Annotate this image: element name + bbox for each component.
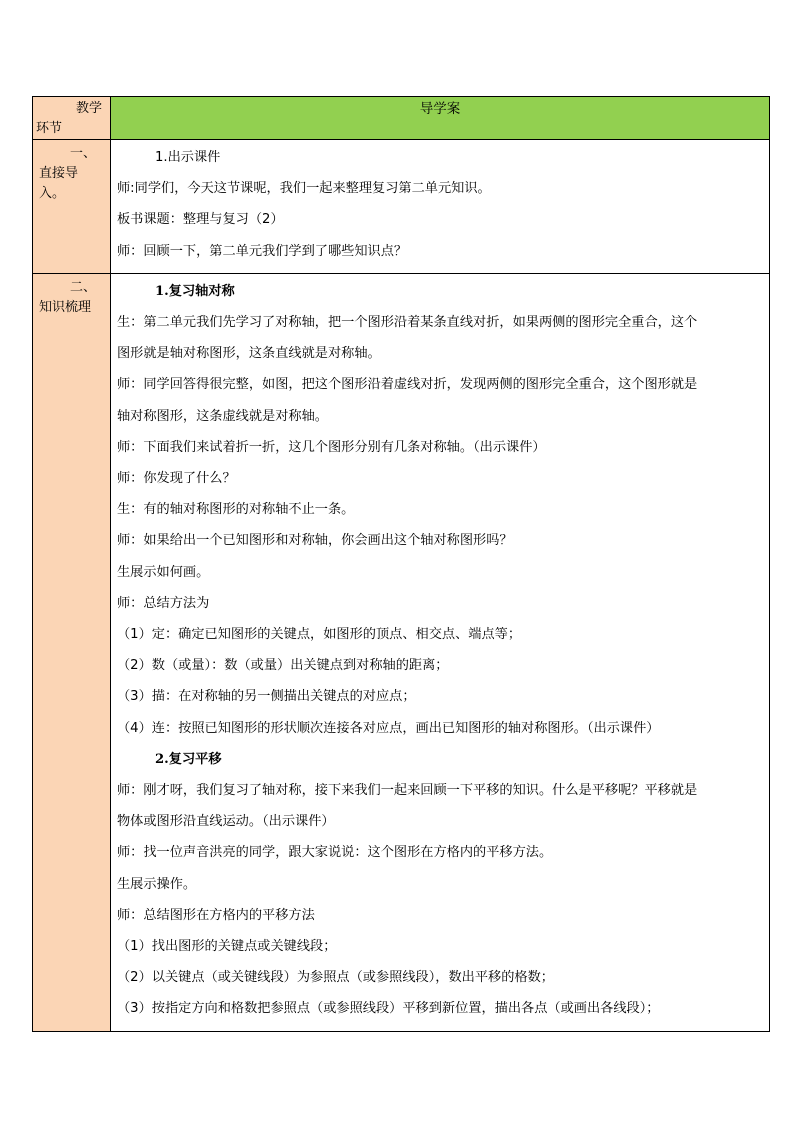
section-content-cell bbox=[111, 140, 770, 274]
content-line: 师:同学们，今天这节课呢，我们一起来整理复习第二单元知识。 bbox=[117, 181, 491, 197]
content-line: 师：下面我们来试着折一折，这几个图形分别有几条对称轴。（出示课件） bbox=[117, 439, 546, 455]
content-line: 生展示操作。 bbox=[117, 876, 197, 892]
content-line: 生展示如何画。 bbox=[117, 564, 210, 580]
content-line: 师：如果给出一个已知图形和对称轴，你会画出这个轴对称图形吗？ bbox=[117, 533, 513, 549]
content-line: 师：回顾一下，第二单元我们学到了哪些知识点？ bbox=[117, 243, 408, 259]
section-number: 二、 bbox=[69, 279, 96, 295]
content-line: 师：找一位声音洪亮的同学，跟大家说说：这个图形在方格内的平移方法。 bbox=[117, 845, 553, 861]
content-line: 师：同学回答得很完整，如图，把这个图形沿着虚线对折，发现两侧的图形完全重合，这个图形就是 bbox=[117, 377, 698, 393]
content-line: 师：总结方法为 bbox=[117, 595, 210, 611]
lesson-plan-table bbox=[32, 96, 770, 1032]
section-title-cell bbox=[33, 273, 111, 1031]
content-line: 图形就是轴对称图形，这条直线就是对称轴。 bbox=[117, 346, 381, 362]
content-line: （1）找出图形的关键点或关键线段； bbox=[117, 939, 337, 955]
content-line: 师：你发现了什么？ bbox=[117, 471, 236, 487]
content-line: 生：有的轴对称图形的对称轴不止一条。 bbox=[117, 502, 355, 518]
content-line: 物体或图形沿直线运动。（出示课件） bbox=[117, 814, 335, 830]
content-line: （4）连：按照已知图形的形状顺次连接各对应点，画出已知图形的轴对称图形。（出示课件） bbox=[117, 720, 660, 736]
content-line: （1）定：确定已知图形的关键点，如图形的顶点、相交点、端点等； bbox=[117, 627, 522, 643]
section-number: 一、 bbox=[69, 146, 96, 161]
header-teaching-stage-cell bbox=[33, 97, 111, 140]
content-line: 师：总结图形在方格内的平移方法 bbox=[117, 907, 315, 923]
content-line: 轴对称图形，这条虚线就是对称轴。 bbox=[117, 408, 328, 424]
header-stage-label-line1: 教学 bbox=[75, 101, 102, 116]
section-name-line2: 入。 bbox=[39, 186, 66, 201]
subheading-translation: 2.复习平移 bbox=[155, 751, 222, 767]
header-stage-label-line2: 环节 bbox=[36, 121, 63, 136]
section-name-line1: 直接导 bbox=[39, 166, 79, 181]
section-title-cell bbox=[33, 140, 111, 274]
content-line: 师：刚才呀，我们复习了轴对称，接下来我们一起来回顾一下平移的知识。什么是平移呢？平移就是 bbox=[117, 783, 698, 799]
section-name-line1: 知识梳理 bbox=[39, 299, 92, 315]
section-row-knowledge-review bbox=[33, 273, 770, 1031]
content-line: （3）描：在对称轴的另一侧描出关键点的对应点； bbox=[117, 689, 416, 705]
header-guide-plan-cell: 导学案 bbox=[111, 97, 770, 140]
header-row bbox=[33, 97, 770, 140]
content-line: 生：第二单元我们先学习了对称轴，把一个图形沿着某条直线对折，如果两侧的图形完全重合，这个 bbox=[117, 315, 698, 331]
content-line: （2）以关键点（或关键线段）为参照点（或参照线段），数出平移的格数； bbox=[117, 970, 554, 986]
content-line: 1.出示课件 bbox=[155, 150, 221, 165]
section-row-intro bbox=[33, 140, 770, 274]
content-line: （2）数（或量）：数（或量）出关键点到对称轴的距离； bbox=[117, 658, 449, 674]
section-content-cell bbox=[111, 273, 770, 1031]
subheading-symmetry: 1.复习轴对称 bbox=[155, 283, 235, 299]
content-line: 板书课题：整理与复习（2） bbox=[117, 212, 284, 228]
content-line: （3）按指定方向和格数把参照点（或参照线段）平移到新位置，描出各点（或画出各线段）； bbox=[117, 1001, 660, 1017]
